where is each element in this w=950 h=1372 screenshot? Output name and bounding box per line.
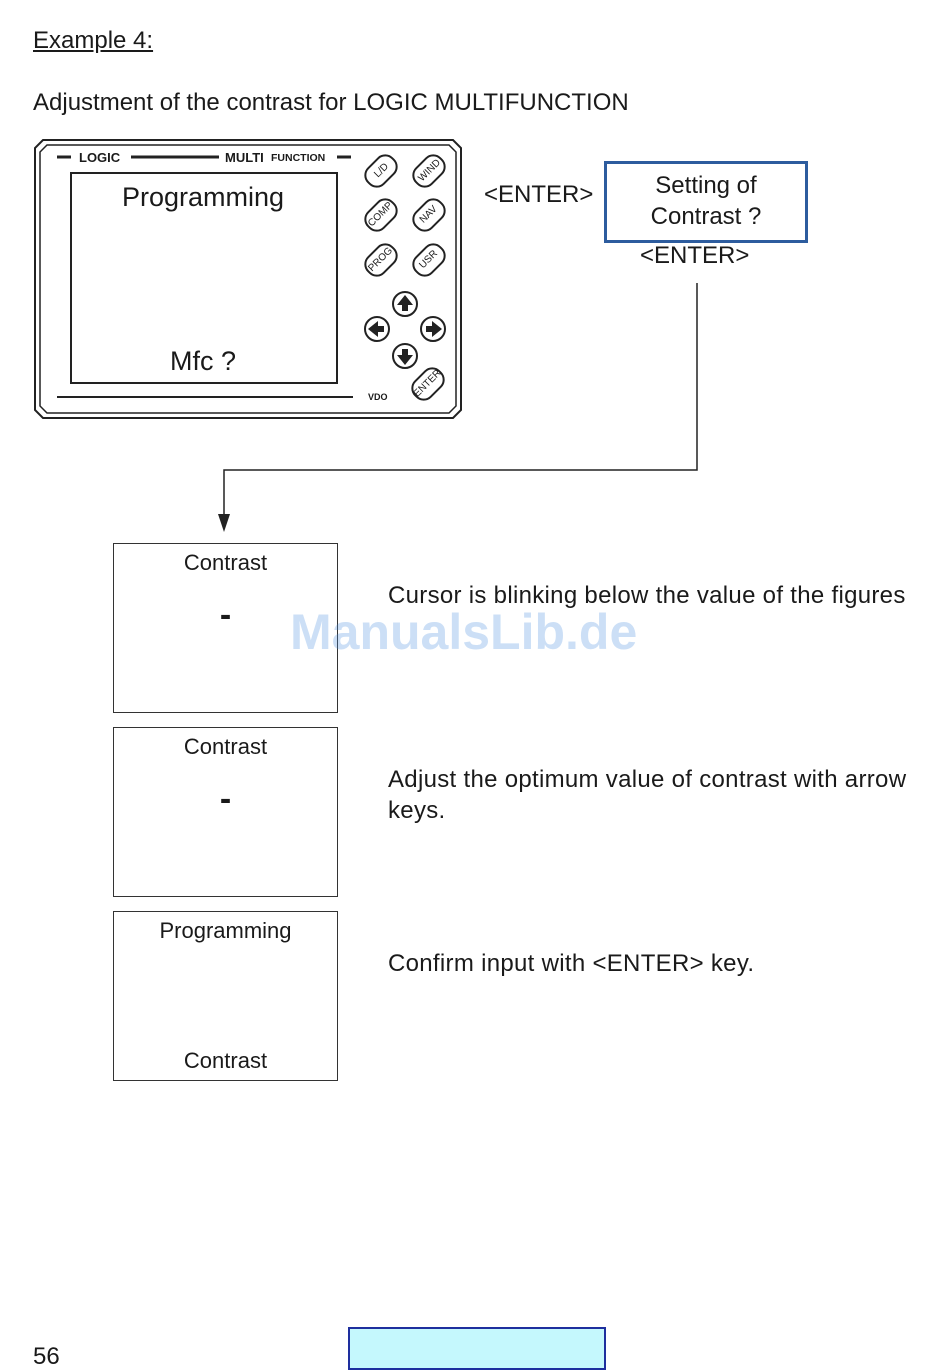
enter-label-2: <ENTER> [640,242,750,269]
ld-button-label: L/D [372,161,392,181]
step-display-3 [113,911,338,1081]
flow-connector [0,0,950,560]
device-brand-function: FUNCTION [271,152,326,164]
enter-button-label: ENTER [411,367,444,400]
setting-box-line-2: Contrast ? [650,203,762,230]
setting-box-line-1: Setting of [655,172,757,199]
wind-button-label: WIND [416,157,443,184]
watermark: ManualsLib.de [290,604,638,660]
device-brand-logic: LOGIC [79,150,121,165]
step-description-1: Cursor is blinking below the value of the figures [388,582,906,609]
step-display-bottom: Contrast [183,1048,268,1073]
device-brand-multi: MULTI [225,150,264,165]
step-display-2 [113,727,338,897]
step-description-3: Confirm input with <ENTER> key. [388,950,755,977]
prog-button-label: PROG [366,245,395,274]
step-display-top: Contrast [183,550,268,575]
device-screen-top: Programming [121,182,285,212]
comp-button-label: COMP [366,200,396,230]
intro-text: Adjustment of the contrast for LOGIC MULTIFUNCTION [33,89,629,116]
nav-button-label: NAV [417,203,440,226]
device-screen-bottom: Mfc ? [169,346,236,376]
example-heading: Example 4: [33,27,154,54]
page-number: 56 [33,1343,60,1370]
step-display-top: Programming [159,918,292,943]
enter-label-1: <ENTER> [484,181,594,208]
page-navigation-bar[interactable] [348,1327,606,1370]
usr-button-label: USR [417,248,441,272]
device-maker-logo: VDO [368,392,388,402]
step-description-2: Adjust the optimum value of contrast with arrow keys. [388,766,907,824]
step-display-cursor: - [219,780,232,818]
step-display-top: Contrast [183,734,268,759]
arrow-down-icon [218,514,230,532]
step-display-cursor: - [219,596,232,634]
